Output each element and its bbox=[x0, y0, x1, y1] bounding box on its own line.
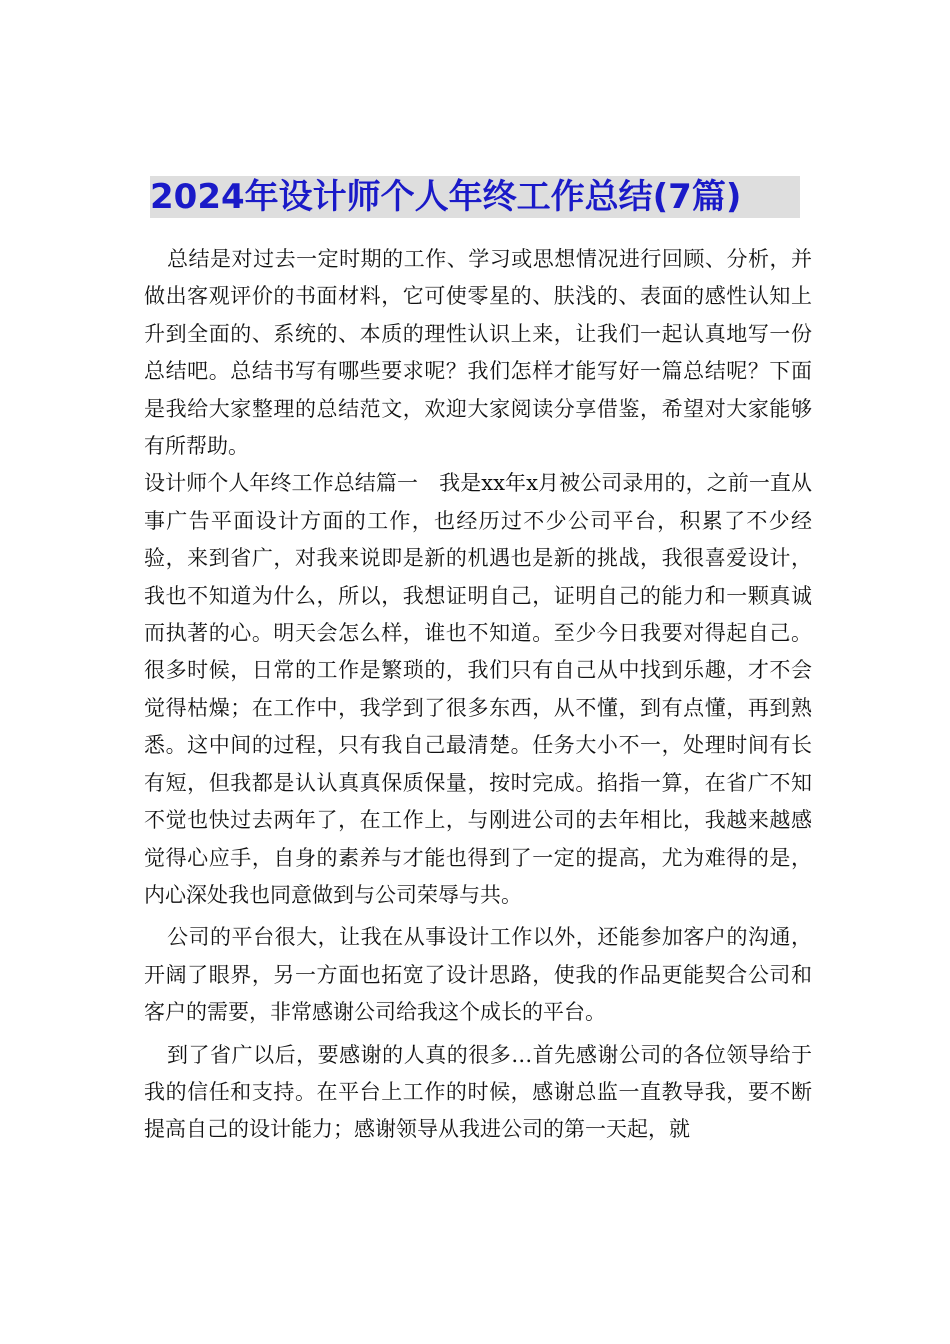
intro-paragraph: 总结是对过去一定时期的工作、学习或思想情况进行回顾、分析，并做出客观评价的书面材料，它可使零星的、肤浅的、表面的感性认知上升到全面的、系统的、本质的理性认识上来，让我们一起认真地写一份总结吧。总结书写有哪些要求呢？我们怎样才能写好一篇总结呢？下面是我给大家整理的总结范文，欢迎大家阅读分享借鉴，希望对大家能够有所帮助。 bbox=[144, 247, 812, 459]
platform-paragraph: 公司的平台很大，让我在从事设计工作以外，还能参加客户的沟通，开阔了眼界，另一方面也拓宽了设计思路，使我的作品更能契合公司和客户的需要，非常感谢公司给我这个成长的平台。 bbox=[144, 925, 812, 1025]
document-title: 2024年设计师个人年终工作总结(7篇) bbox=[150, 176, 800, 218]
thanks-paragraph: 到了省广以后，要感谢的人真的很多…首先感谢公司的各位领导给于我的信任和支持。在平台上工作的时候，感谢总监一直教导我，要不断提高自己的设计能力；感谢领导从我进公司的第一天起，就 bbox=[144, 1042, 812, 1142]
section-one-paragraph: 设计师个人年终工作总结篇一 我是xx年x月被公司录用的，之前一直从事广告平面设计方面的工作，也经历过不少公司平台，积累了不少经验，来到省广，对我来说即是新的机遇也是新的挑战，我很喜爱设计，我也不知道为什么，所以，我想证明自己，证明自己的能力和一颗真诚而执著的心。明天会怎么样，谁也不知道。至少今日我要对得起自己。很多时候，日常的工作是繁琐的，我们只有自己从中找到乐趣，才不会觉得枯燥；在工作中，我学到了很多东西，从不懂，到有点懂，再到熟悉。这中间的过程，只有我自己最清楚。任务大小不一，处理时间有长有短，但我都是认认真真保质保量，按时完成。掐指一算，在省广不知不觉也快过去两年了，在工作上，与刚进公司的去年相比，我越来越感觉得心应手，自身的素养与才能也得到了一定的提高，尤为难得的是，内心深处我也同意做到与公司荣辱与共。 bbox=[144, 471, 812, 907]
document-body bbox=[144, 241, 812, 1149]
